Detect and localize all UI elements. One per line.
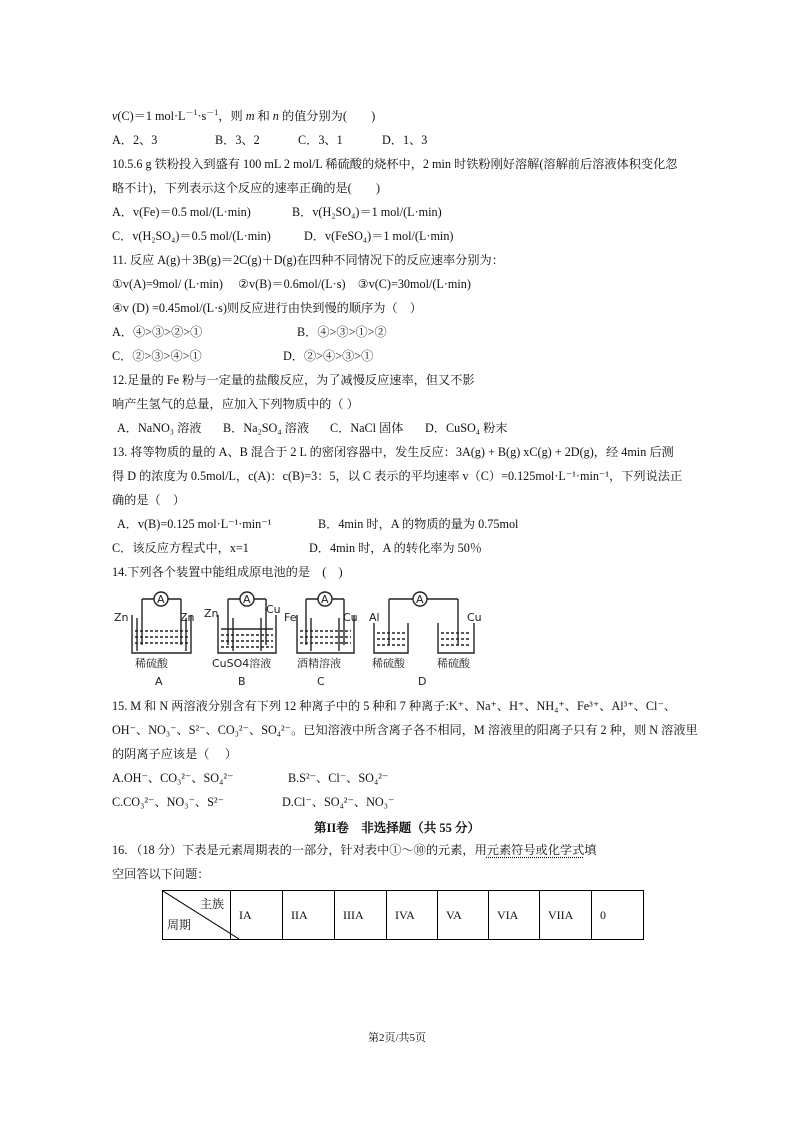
c-right-electrode: Cu (343, 611, 358, 624)
group-header-via: VIA (489, 891, 540, 940)
q12-stem-line1: 12.足量的 Fe 粉与一定量的盐酸反应，为了减慢反应速率，但又不影 (112, 373, 475, 387)
q15-option-b: B.S²⁻、Cl⁻、SO₄²⁻ (288, 771, 389, 785)
group-header-iia: IIA (283, 891, 335, 940)
q10-stem-line1: 10.5.6 g 铁粉投入到盛有 100 mL 2 mol/L 稀硫酸的烧杯中，2 min 时铁粉刚好溶解(溶解前后溶液体积变化忽 (112, 157, 678, 171)
q13-stem-line3: 确的是（ ） (112, 493, 186, 507)
q9-option-b: B．3、2 (215, 133, 260, 147)
q13-option-a: A．v(B)=0.125 mol·L⁻¹·min⁻¹ (117, 517, 272, 531)
q13-option-c: C．该反应方程式中，x=1 (112, 541, 249, 555)
q15-option-d: D.Cl⁻、SO₄²⁻、NO₃⁻ (282, 795, 395, 809)
group-header-ia: IA (231, 891, 283, 940)
q13-options-ab (117, 516, 518, 532)
q10-options-ab (112, 204, 442, 220)
q9-continuation: v(C)＝1 $mol\cdot L^{-1}\cdot s^{-1}$，则 m 和 n 的值分别为( ) (112, 107, 376, 123)
q14-stem: 14.下列各个装置中能组成原电池的是 ( ) (112, 565, 343, 579)
q15-option-c: C.CO₃²⁻、NO₃⁻、S²⁻ (112, 795, 224, 809)
b-left-electrode: Zn (204, 607, 219, 620)
d-right-electrode: Cu (467, 611, 482, 624)
q13-stem-line2: 得 D 的浓度为 0.5mol/L，c(A)：c(B)=3：5，以 C 表示的平均速率 v（C）=0.125mol·L⁻¹·min⁻¹，下列说法正 (112, 469, 683, 483)
q10-option-a: A．v(Fe)＝0.5 mol/(L·min) (112, 205, 251, 219)
section-2-heading: 第II卷 非选择题（共 55 分） (314, 821, 480, 835)
q10-option-c: C．v(H₂SO₄)＝0.5 mol/(L·min) (112, 229, 271, 243)
q13-option-b: B．4min 时，A 的物质的量为 0.75mol (318, 517, 519, 531)
table-corner-cell (163, 891, 231, 940)
c-solution: 酒精溶液 (297, 657, 341, 670)
q10-option-b: B．v(H₂SO₄)＝1 mol/(L·min) (292, 205, 442, 219)
q10-option-d: D．v(FeSO₄)＝1 mol/(L·min) (304, 229, 454, 243)
q13-option-d: D．4min 时，A 的转化率为 50％ (309, 541, 482, 555)
meter-b-label: A (243, 593, 251, 606)
a-right-electrode: Zn (180, 611, 195, 624)
periodic-table-header (162, 890, 644, 940)
group-header-viia: VIIA (540, 891, 592, 940)
q11-stem-line1: 11. 反应 A(g)＋3B(g)＝2C(g)＋D(g)在四种不同情况下的反应速率分别为： (112, 253, 504, 267)
q15-option-a: A.OH⁻、CO₃²⁻、SO₄²⁻ (112, 771, 234, 785)
q11-stem-line2: ①v(A)=9mol/ (L·min) ②v(B)＝0.6mol/(L·s) ③v(C)=30mol/(L·min) (112, 277, 471, 291)
q11-options-ab (112, 324, 387, 340)
meter-c-label: A (321, 593, 329, 606)
q11-option-c: C．②>③>④>① (112, 349, 202, 363)
q11-option-a: A．④>③>②>① (112, 325, 203, 339)
q16-stem-line2: 空回答以下问题： (112, 867, 210, 881)
corner-label-group: 主族 (199, 897, 224, 911)
group-header-iva: IVA (387, 891, 438, 940)
q9-options (112, 132, 427, 148)
b-right-electrode: Cu (266, 603, 281, 616)
q11-options-cd (112, 348, 373, 364)
d-solution-right: 稀硫酸 (437, 657, 470, 670)
a-solution: 稀硫酸 (135, 657, 168, 670)
b-solution: CuSO4溶液 (212, 657, 272, 670)
q12-options (117, 420, 507, 436)
q12-option-d: D．CuSO₄ 粉末 (425, 421, 508, 435)
galvanic-cell-diagrams (0, 585, 794, 695)
group-header-iiia: IIIA (335, 891, 387, 940)
q12-option-b: B．Na₂SO₄ 溶液 (223, 421, 310, 435)
q15-options-cd (112, 794, 394, 810)
group-header-va: VA (438, 891, 489, 940)
q15-stem-line2: OH⁻、NO₃⁻、S²⁻、CO₃²⁻、SO₄²⁻。已知溶液中所含离子各不相同，M 溶液里的阳离子只有 2 种，则 N 溶液里 (112, 723, 698, 737)
apparatus-d (374, 592, 474, 653)
q15-stem-line3: 的阴离子应该是（ ） (112, 747, 237, 761)
page-footer: 第2页/共5页 (367, 1032, 427, 1044)
q15-stem-line1: 15. M 和 N 两溶液分别含有下列 12 种离子中的 5 种和 7 种离子:K⁺、Na⁺、H⁺、NH₄⁺、Fe³⁺、Al³⁺、Cl⁻、 (112, 699, 677, 713)
d-left-electrode: Al (369, 611, 380, 624)
q11-option-d: D．②>④>③>① (283, 349, 374, 363)
q9-option-c: C．3、1 (298, 133, 343, 147)
d-solution-left: 稀硫酸 (372, 657, 405, 670)
q12-option-c: C．NaCl 固体 (330, 421, 404, 435)
a-left-electrode: Zn (114, 611, 129, 624)
q15-options-ab (112, 770, 388, 786)
apparatus-c-label: C (317, 675, 325, 688)
apparatus-b-label: B (238, 675, 246, 688)
q11-stem-line3: ④v (D) =0.45mol/(L·s)则反应进行由快到慢的顺序为（ ） (112, 301, 422, 315)
group-header-0: 0 (592, 891, 644, 940)
q13-options-cd (112, 540, 482, 556)
q11-option-b: B．④>③>①>② (297, 325, 387, 339)
meter-d-label: A (416, 593, 424, 606)
q10-options-cd (112, 228, 453, 244)
q13-stem-line1: 13. 将等物质的量的 A、B 混合于 2 L 的密闭容器中，发生反应：3A(g) + B(g) xC(g) + 2D(g)，经 4min 后测 (112, 445, 674, 459)
c-left-electrode: Fe (284, 611, 297, 624)
q10-stem-line2: 略不计)，下列表示这个反应的速率正确的是( ) (112, 181, 381, 195)
apparatus-a-label: A (155, 675, 163, 688)
q12-stem-line2: 响产生氢气的总量，应加入下列物质中的（ ） (112, 397, 359, 411)
apparatus-d-label: D (418, 675, 427, 688)
q9-option-a: A．2、3 (112, 133, 158, 147)
corner-label-period: 周期 (167, 918, 192, 932)
meter-a-label: A (157, 593, 165, 606)
q16-stem-line1: 16. （18 分）下表是元素周期表的一部分，针对表中①～⑩的元素，用元素符号或化学式填 (112, 843, 597, 857)
q9-option-d: D．1、3 (382, 133, 428, 147)
q12-option-a: A．NaNO₃ 溶液 (117, 421, 202, 435)
